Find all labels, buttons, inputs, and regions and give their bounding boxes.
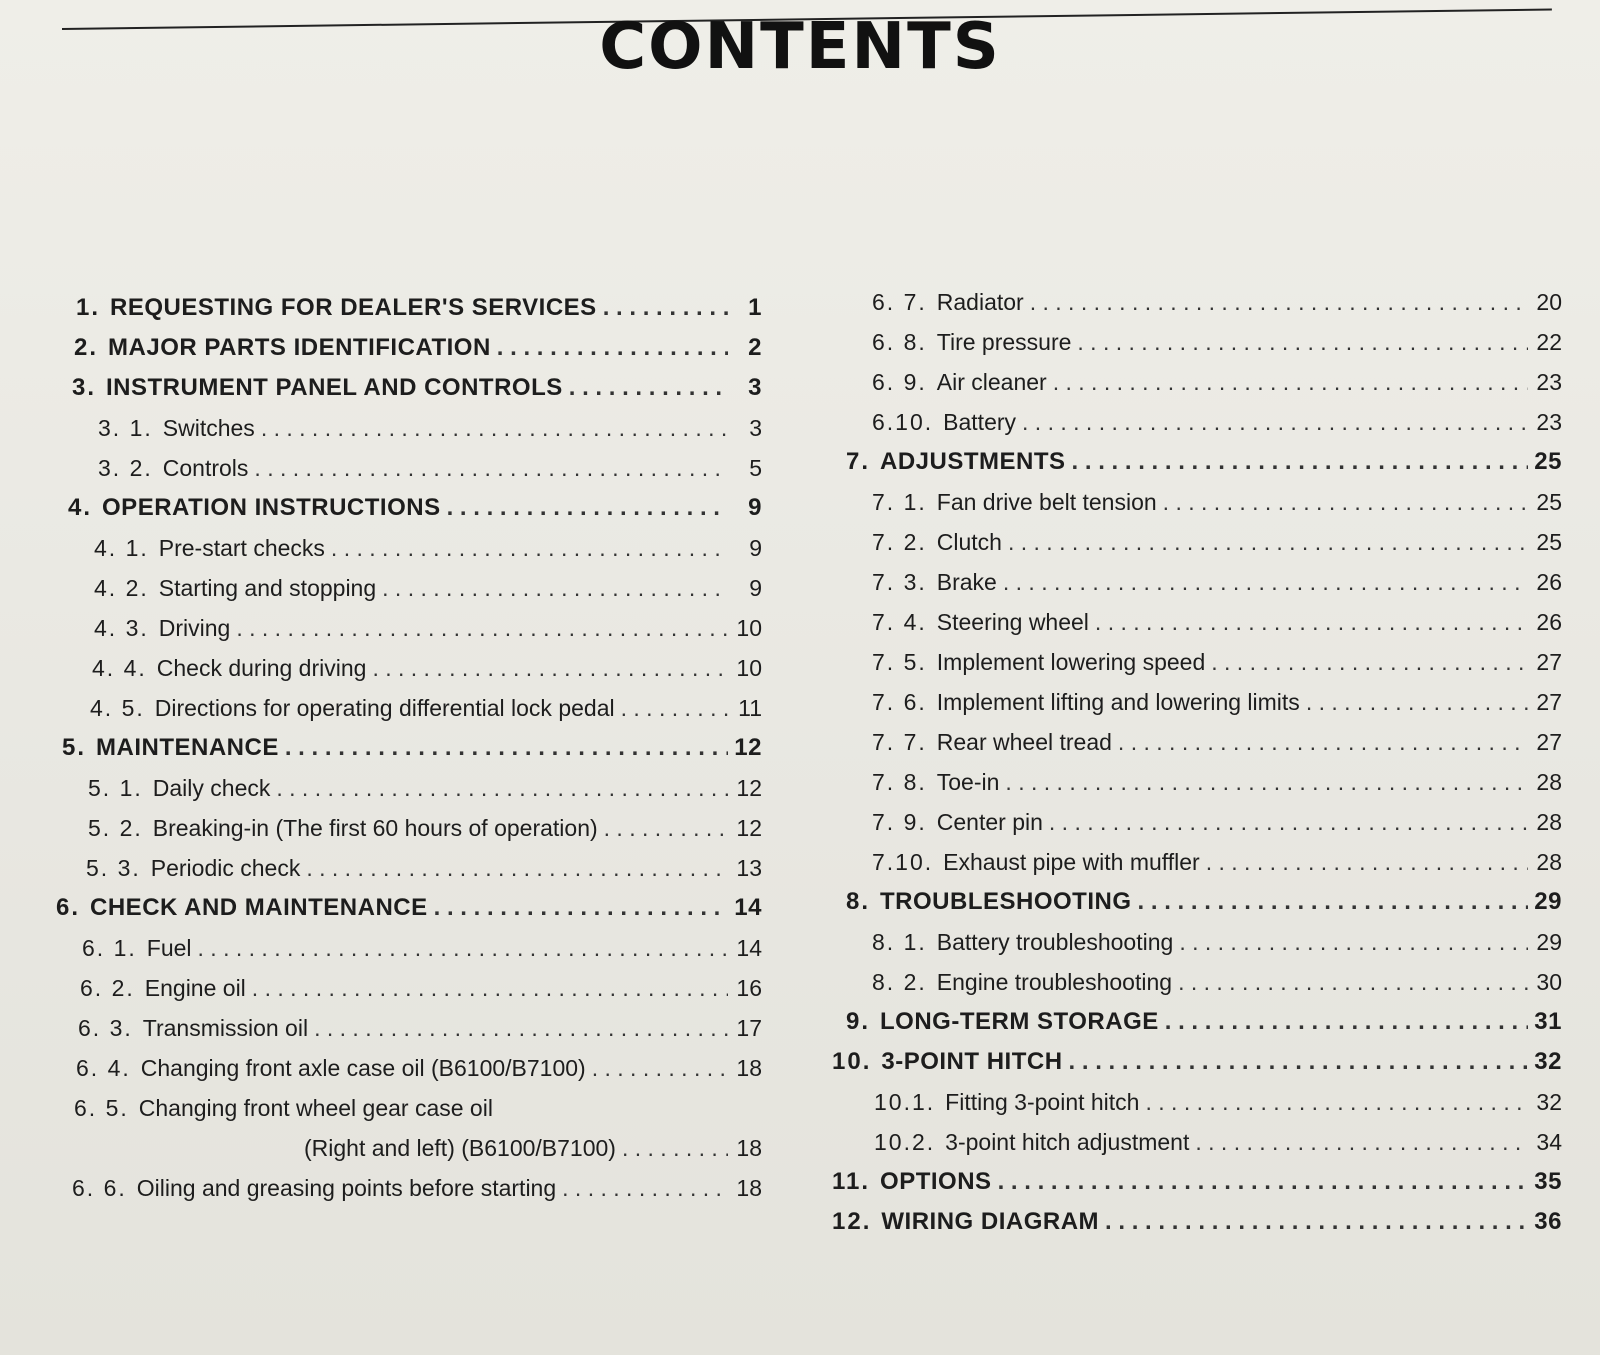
toc-entry-label: Periodic check: [150, 855, 301, 881]
toc-page-number: 14: [734, 894, 762, 921]
toc-subsection-entry: [42, 648, 762, 688]
dot-leader: [1195, 1122, 1528, 1162]
toc-entry-label: Exhaust pipe with muffler: [943, 849, 1200, 875]
toc-entry-number: 8.: [846, 888, 871, 915]
toc-subsection-entry: [832, 322, 1562, 362]
dot-leader: [382, 568, 728, 608]
toc-page-number: 30: [1536, 969, 1562, 995]
toc-subsection-entry: [42, 1048, 762, 1088]
toc-entry-number: 10.2.: [874, 1129, 936, 1155]
toc-entry-number: 4. 3.: [94, 615, 149, 641]
dot-leader: [1049, 802, 1528, 842]
toc-subsection-entry: [832, 682, 1562, 722]
toc-section-entry: [42, 488, 762, 528]
toc-entry-number: 4. 5.: [90, 695, 145, 721]
toc-page-number: 28: [1536, 769, 1562, 795]
toc-entry-number: 7. 2.: [872, 529, 927, 555]
toc-page-number: 23: [1536, 409, 1562, 435]
toc-entry-label: Air cleaner: [936, 369, 1047, 395]
toc-page-number: 20: [1536, 289, 1562, 315]
toc-page-number: 16: [736, 975, 762, 1001]
dot-leader: [1306, 682, 1528, 722]
dot-leader: [1105, 1202, 1528, 1242]
toc-entry-label: Brake: [936, 569, 997, 595]
dot-leader: [198, 928, 728, 968]
toc-entry-number: 7. 8.: [872, 769, 927, 795]
dot-leader: [1003, 562, 1528, 602]
toc-page-number: 5: [749, 455, 762, 481]
dot-leader: [998, 1162, 1528, 1202]
toc-section-entry: [42, 328, 762, 368]
toc-page-number: 17: [736, 1015, 762, 1041]
toc-page-number: 3: [749, 415, 762, 441]
dot-leader: [1005, 762, 1528, 802]
toc-page-number: 26: [1536, 609, 1562, 635]
toc-section-entry: [42, 368, 762, 408]
dot-leader: [306, 848, 728, 888]
toc-section-entry: [42, 288, 762, 328]
dot-leader: [254, 448, 728, 488]
toc-page-number: 12: [734, 734, 762, 761]
toc-entry-label: Toe-in: [936, 769, 1000, 795]
toc-section-entry: [832, 1202, 1562, 1242]
toc-page-number: 25: [1536, 489, 1562, 515]
dot-leader: [434, 888, 728, 928]
toc-subsection-entry: [42, 568, 762, 608]
dot-leader: [447, 488, 728, 528]
toc-entry-number: 10.1.: [874, 1089, 936, 1115]
toc-entry-label: Controls: [162, 455, 249, 481]
toc-entry-label: Check during driving: [156, 655, 367, 681]
toc-entry-number: 6.10.: [872, 409, 934, 435]
toc-subsection-entry: [42, 928, 762, 968]
toc-entry-number: 6.: [56, 894, 81, 921]
toc-subsection-entry: [42, 768, 762, 808]
dot-leader: [621, 688, 728, 728]
dot-leader: [1022, 402, 1528, 442]
toc-subsection-entry: [42, 1168, 762, 1208]
toc-section-entry: [832, 442, 1562, 482]
toc-entry-number: 3. 2.: [98, 455, 153, 481]
toc-subsection-entry: [42, 1088, 762, 1128]
toc-subsection-entry: [832, 562, 1562, 602]
toc-entry-label: Breaking-in (The first 60 hours of operation): [152, 815, 598, 841]
toc-subsection-entry: [832, 362, 1562, 402]
toc-entry-label: LONG-TERM STORAGE: [880, 1008, 1159, 1035]
toc-page-number: 25: [1534, 448, 1562, 475]
toc-entry-number: 6. 7.: [872, 289, 927, 315]
toc-entry-number: 7. 1.: [872, 489, 927, 515]
toc-entry-label: Fan drive belt tension: [936, 489, 1157, 515]
toc-subsection-entry: [42, 1128, 762, 1168]
toc-left-column: [42, 288, 762, 1208]
toc-entry-label: 3-POINT HITCH: [881, 1048, 1063, 1075]
toc-subsection-entry: [832, 842, 1562, 882]
dot-leader: [285, 728, 728, 768]
dot-leader: [562, 1168, 728, 1208]
toc-section-entry: [832, 1162, 1562, 1202]
toc-page-number: 12: [736, 775, 762, 801]
toc-entry-number: 4. 1.: [94, 535, 149, 561]
toc-entry-number: 6. 8.: [872, 329, 927, 355]
dot-leader: [1008, 522, 1528, 562]
toc-page-number: 22: [1536, 329, 1562, 355]
dot-leader: [1178, 962, 1528, 1002]
toc-entry-label: OPERATION INSTRUCTIONS: [102, 494, 441, 521]
toc-entry-number: 6. 1.: [82, 935, 137, 961]
toc-subsection-entry: [832, 402, 1562, 442]
toc-subsection-entry: [832, 1122, 1562, 1162]
toc-entry-label: Implement lifting and lowering limits: [936, 689, 1300, 715]
dot-leader: [276, 768, 728, 808]
toc-entry-number: 4. 4.: [92, 655, 147, 681]
toc-entry-number: 5. 2.: [88, 815, 143, 841]
toc-subsection-entry: [42, 408, 762, 448]
toc-entry-label: Implement lowering speed: [936, 649, 1206, 675]
toc-page-number: 31: [1534, 1008, 1562, 1035]
toc-entry-number: 6. 9.: [872, 369, 927, 395]
toc-entry-label: Engine troubleshooting: [936, 969, 1173, 995]
dot-leader: [592, 1048, 728, 1088]
toc-entry-label: WIRING DIAGRAM: [881, 1208, 1100, 1235]
toc-page-number: 36: [1534, 1208, 1562, 1235]
toc-page-number: 10: [736, 655, 762, 681]
toc-page-number: 18: [736, 1055, 762, 1081]
toc-subsection-entry: [832, 922, 1562, 962]
toc-page-number: 14: [736, 935, 762, 961]
toc-subsection-entry: [832, 642, 1562, 682]
toc-page-number: 35: [1534, 1168, 1562, 1195]
toc-subsection-entry: [42, 808, 762, 848]
toc-page-number: 1: [748, 294, 762, 321]
toc-entry-number: 1.: [76, 294, 101, 321]
toc-page-number: 28: [1536, 849, 1562, 875]
toc-entry-label: Oiling and greasing points before starting: [136, 1175, 557, 1201]
toc-page-number: 12: [736, 815, 762, 841]
toc-page-number: 18: [736, 1175, 762, 1201]
toc-entry-label: CHECK AND MAINTENANCE: [90, 894, 428, 921]
toc-entry-label: MAJOR PARTS IDENTIFICATION: [108, 334, 491, 361]
toc-entry-label: Transmission oil: [142, 1015, 309, 1041]
toc-subsection-entry: [832, 722, 1562, 762]
toc-entry-number: 12.: [832, 1208, 872, 1235]
toc-entry-label: Fitting 3-point hitch: [945, 1089, 1140, 1115]
toc-page-number: 28: [1536, 809, 1562, 835]
dot-leader: [1072, 442, 1528, 482]
dot-leader: [569, 368, 728, 408]
dot-leader: [1030, 282, 1528, 322]
toc-entry-number: 6. 3.: [78, 1015, 133, 1041]
dot-leader: [236, 608, 728, 648]
toc-subsection-entry: [42, 608, 762, 648]
dot-leader: [1095, 602, 1528, 642]
toc-entry-number: 5. 1.: [88, 775, 143, 801]
toc-entry-label: ADJUSTMENTS: [880, 448, 1066, 475]
toc-entry-label: Tire pressure: [936, 329, 1072, 355]
toc-entry-label: Steering wheel: [936, 609, 1089, 635]
toc-entry-number: 7. 7.: [872, 729, 927, 755]
toc-page-number: 3: [748, 374, 762, 401]
toc-entry-number: 11.: [832, 1168, 871, 1195]
toc-entry-label: Fuel: [146, 935, 192, 961]
toc-entry-label: Directions for operating differential lock pedal: [154, 695, 615, 721]
toc-subsection-entry: [832, 1082, 1562, 1122]
toc-page-number: 32: [1536, 1089, 1562, 1115]
dot-leader: [1069, 1042, 1528, 1082]
toc-subsection-entry: [832, 762, 1562, 802]
toc-entry-label: 3-point hitch adjustment: [945, 1129, 1190, 1155]
toc-subsection-entry: [832, 522, 1562, 562]
toc-page-number: 9: [749, 575, 762, 601]
dot-leader: [1163, 482, 1528, 522]
toc-page-number: 23: [1536, 369, 1562, 395]
page-title: CONTENTS: [599, 10, 1001, 84]
toc-subsection-entry: [42, 1008, 762, 1048]
toc-entry-label: Changing front axle case oil (B6100/B7100): [140, 1055, 586, 1081]
toc-entry-label: Switches: [162, 415, 255, 441]
toc-page-number: 9: [748, 494, 762, 521]
dot-leader: [314, 1008, 728, 1048]
toc-entry-number: 2.: [74, 334, 99, 361]
toc-page-number: 27: [1536, 649, 1562, 675]
toc-entry-label: INSTRUMENT PANEL AND CONTROLS: [106, 374, 563, 401]
toc-entry-label: Driving: [158, 615, 231, 641]
toc-subsection-entry: [832, 802, 1562, 842]
dot-leader: [603, 288, 728, 328]
toc-entry-label: (Right and left) (B6100/B7100): [304, 1135, 616, 1161]
toc-entry-number: 8. 1.: [872, 929, 927, 955]
dot-leader: [1077, 322, 1528, 362]
dot-leader: [1179, 922, 1528, 962]
toc-subsection-entry: [42, 848, 762, 888]
toc-page-number: 2: [748, 334, 762, 361]
toc-page-number: 27: [1536, 729, 1562, 755]
toc-entry-number: 7. 5.: [872, 649, 927, 675]
toc-subsection-entry: [832, 482, 1562, 522]
dot-leader: [252, 968, 728, 1008]
toc-page-number: 11: [738, 695, 762, 721]
toc-entry-number: 10.: [832, 1048, 872, 1075]
toc-entry-number: 8. 2.: [872, 969, 927, 995]
toc-page-number: 10: [736, 615, 762, 641]
toc-entry-label: Daily check: [152, 775, 271, 801]
toc-entry-number: 5.: [62, 734, 87, 761]
toc-entry-number: 9.: [846, 1008, 871, 1035]
toc-entry-number: 3.: [72, 374, 97, 401]
dot-leader: [497, 328, 728, 368]
toc-entry-label: Changing front wheel gear case oil: [138, 1095, 493, 1121]
toc-entry-label: Starting and stopping: [158, 575, 377, 601]
toc-entry-number: 4.: [68, 494, 93, 521]
toc-subsection-entry: [832, 962, 1562, 1002]
dot-leader: [1211, 642, 1528, 682]
dot-leader: [622, 1128, 728, 1168]
toc-entry-number: 6. 4.: [76, 1055, 131, 1081]
toc-entry-label: Engine oil: [144, 975, 246, 1001]
toc-section-entry: [832, 882, 1562, 922]
toc-entry-label: MAINTENANCE: [96, 734, 279, 761]
toc-entry-label: Clutch: [936, 529, 1002, 555]
toc-entry-number: 7.: [846, 448, 871, 475]
toc-page-number: 29: [1534, 888, 1562, 915]
toc-page-number: 29: [1536, 929, 1562, 955]
dot-leader: [604, 808, 728, 848]
toc-entry-number: 3. 1.: [98, 415, 153, 441]
toc-section-entry: [42, 728, 762, 768]
toc-entry-label: Battery troubleshooting: [936, 929, 1174, 955]
toc-page-number: 13: [736, 855, 762, 881]
toc-section-entry: [832, 1042, 1562, 1082]
dot-leader: [1053, 362, 1528, 402]
toc-section-entry: [42, 888, 762, 928]
toc-page-number: 18: [736, 1135, 762, 1161]
toc-entry-number: 4. 2.: [94, 575, 149, 601]
toc-entry-number: 6. 5.: [74, 1095, 129, 1121]
toc-entry-number: 7. 6.: [872, 689, 927, 715]
toc-entry-number: 5. 3.: [86, 855, 141, 881]
toc-entry-label: Radiator: [936, 289, 1024, 315]
toc-page-number: 34: [1536, 1129, 1562, 1155]
toc-section-entry: [832, 1002, 1562, 1042]
toc-subsection-entry: [42, 688, 762, 728]
dot-leader: [372, 648, 728, 688]
toc-entry-label: TROUBLESHOOTING: [880, 888, 1132, 915]
toc-entry-label: REQUESTING FOR DEALER'S SERVICES: [110, 294, 597, 321]
toc-page-number: 27: [1536, 689, 1562, 715]
toc-entry-label: OPTIONS: [880, 1168, 992, 1195]
toc-subsection-entry: [42, 448, 762, 488]
dot-leader: [1145, 1082, 1528, 1122]
toc-page-number: 9: [749, 535, 762, 561]
toc-entry-number: 7. 4.: [872, 609, 927, 635]
dot-leader: [1118, 722, 1528, 762]
dot-leader: [1165, 1002, 1528, 1042]
toc-page-number: 25: [1536, 529, 1562, 555]
toc-entry-label: Battery: [943, 409, 1017, 435]
toc-entry-label: Rear wheel tread: [936, 729, 1112, 755]
dot-leader: [261, 408, 728, 448]
dot-leader: [331, 528, 728, 568]
toc-page-number: 26: [1536, 569, 1562, 595]
toc-entry-label: Center pin: [936, 809, 1043, 835]
toc-entry-number: 7. 3.: [872, 569, 927, 595]
toc-subsection-entry: [42, 528, 762, 568]
toc-right-column: [832, 282, 1562, 1242]
toc-subsection-entry: [832, 282, 1562, 322]
toc-entry-number: 7.10.: [872, 849, 934, 875]
toc-subsection-entry: [832, 602, 1562, 642]
toc-page-number: 32: [1534, 1048, 1562, 1075]
toc-entry-number: 7. 9.: [872, 809, 927, 835]
toc-entry-number: 6. 6.: [72, 1175, 127, 1201]
toc-subsection-entry: [42, 968, 762, 1008]
dot-leader: [1206, 842, 1528, 882]
toc-entry-label: Pre-start checks: [158, 535, 325, 561]
dot-leader: [1138, 882, 1528, 922]
toc-entry-number: 6. 2.: [80, 975, 135, 1001]
